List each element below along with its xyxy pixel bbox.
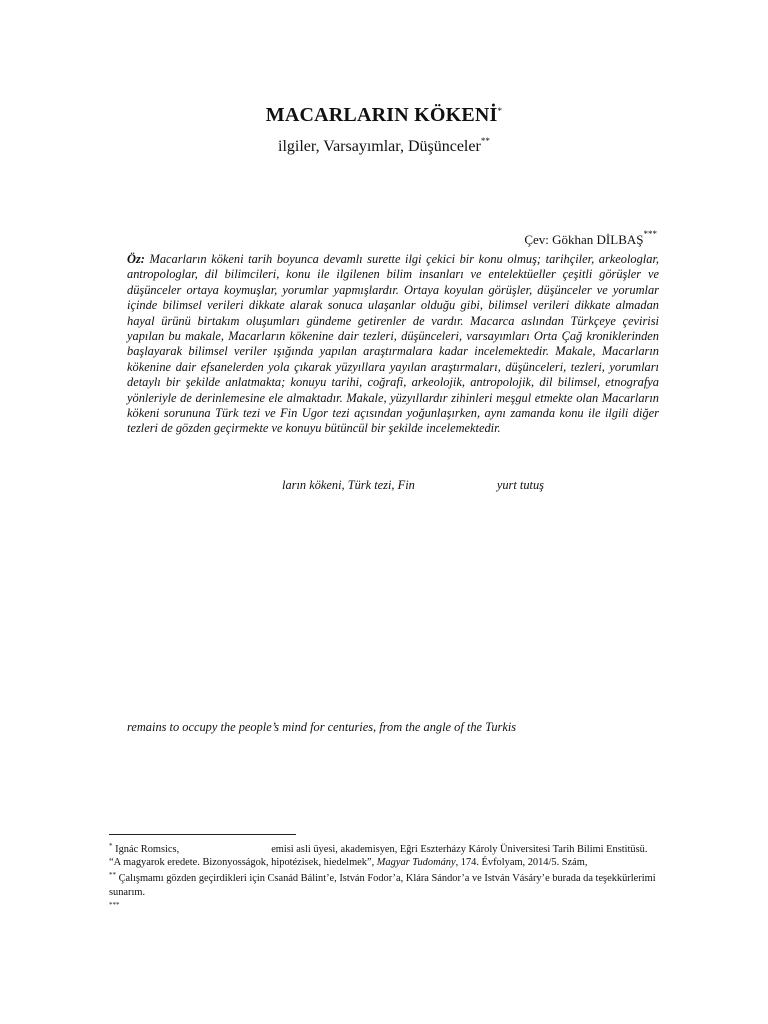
keywords-part-2: yurt tutuş xyxy=(496,478,544,492)
footnote-rule xyxy=(109,834,296,835)
translator-footnote-mark: *** xyxy=(643,229,657,239)
footnote-1: * Ignác Romsics, emisi asli üyesi, akademisyen, Eğri Eszterházy Károly Üniversitesi Tarih Bilimi Enstitüsü. “A magyarok eredete. Bizonyosságok, hipotézisek, hiedelmek”, Magyar Tudomány, 174. Évfolyam, 2014/5. Szám, xyxy=(109,842,648,869)
keywords-part-1: ların kökeni, Türk tezi, Fin xyxy=(282,478,415,492)
english-abstract-fragment: remains to occupy the people’s mind for centuries, from the angle of the Turkis xyxy=(127,720,517,734)
journal-name: Magyar Tudomány xyxy=(376,857,456,869)
abstract-paragraph xyxy=(127,252,659,437)
footnote-3: *** xyxy=(109,900,120,909)
article-title: MACARLARIN KÖKENİ* xyxy=(265,104,503,126)
footnotes xyxy=(109,840,659,915)
subtitle-footnote-mark: ** xyxy=(480,136,490,146)
title-footnote-mark: * xyxy=(497,106,503,116)
translator-line: Çev: Gökhan DİLBAŞ*** xyxy=(524,229,657,247)
article-subtitle: ilgiler, Varsayımlar, Düşünceler** xyxy=(278,136,490,155)
keywords-line xyxy=(282,478,544,493)
abstract-label: Öz: xyxy=(127,252,145,266)
abstract-text: Macarların kökeni tarih boyunca devamlı surette ilgi çekici bir konu olmuş; tarihçiler, arkeologlar, antropologlar, dil bilimcileri, konu ile ilgilenen bilim insanları ve entelektüeller çeşitli görüşler ve düşünceler ortaya koymuşlar, yorumlar yapmışlardır. Ortaya koyulan görüşler, düşünceler ve yorumlar içinde bilimsel verileri dikkate alarak sonuca ulaşanlar olduğu gibi, bilimsel verileri dikkate almadan hayal ürünü birtakım oluşumları gündeme getirenler de vardır. Macarca aslından Türkçeye çevirisi yapılan bu makale, Macarların kökenine dair tezleri, düşünceleri, varsayımları Orta Çağ kroniklerinden başlayarak bilimsel veriler ışığında yapılan araştırmalara kadar incelemektedir. Makale, Macarların kökenine dair efsanelerden yola çıkarak yüzyıllara yayılan araştırmaları, düşünceleri, tezleri, yorumları detaylı bir şekilde anlatmakta; konuyu tarihi, coğrafi, arkeolojik, antropolojik, dil bilimsel, etnografya yönleriyle de derinlemesine ele almaktadır. Makale, yüzyıllardır zihinleri meşgul etmekte olan Macarların kökeni sorununa Türk tezi ve Fin Ugor tezi açısından yoğunlaşırken, aynı zamanda konu ile ilgili diğer tezleri de gözden geçirmekte ve konuyu bütüncül bir şekilde incelemektedir. xyxy=(127,252,659,436)
footnote-2: ** Çalışmamı gözden geçirdikleri için Csanád Bálint’e, István Fodor’a, Klára Sándor’a ve István Vásáry’e burada da teşekkürlerimi sunarım. xyxy=(109,871,656,898)
